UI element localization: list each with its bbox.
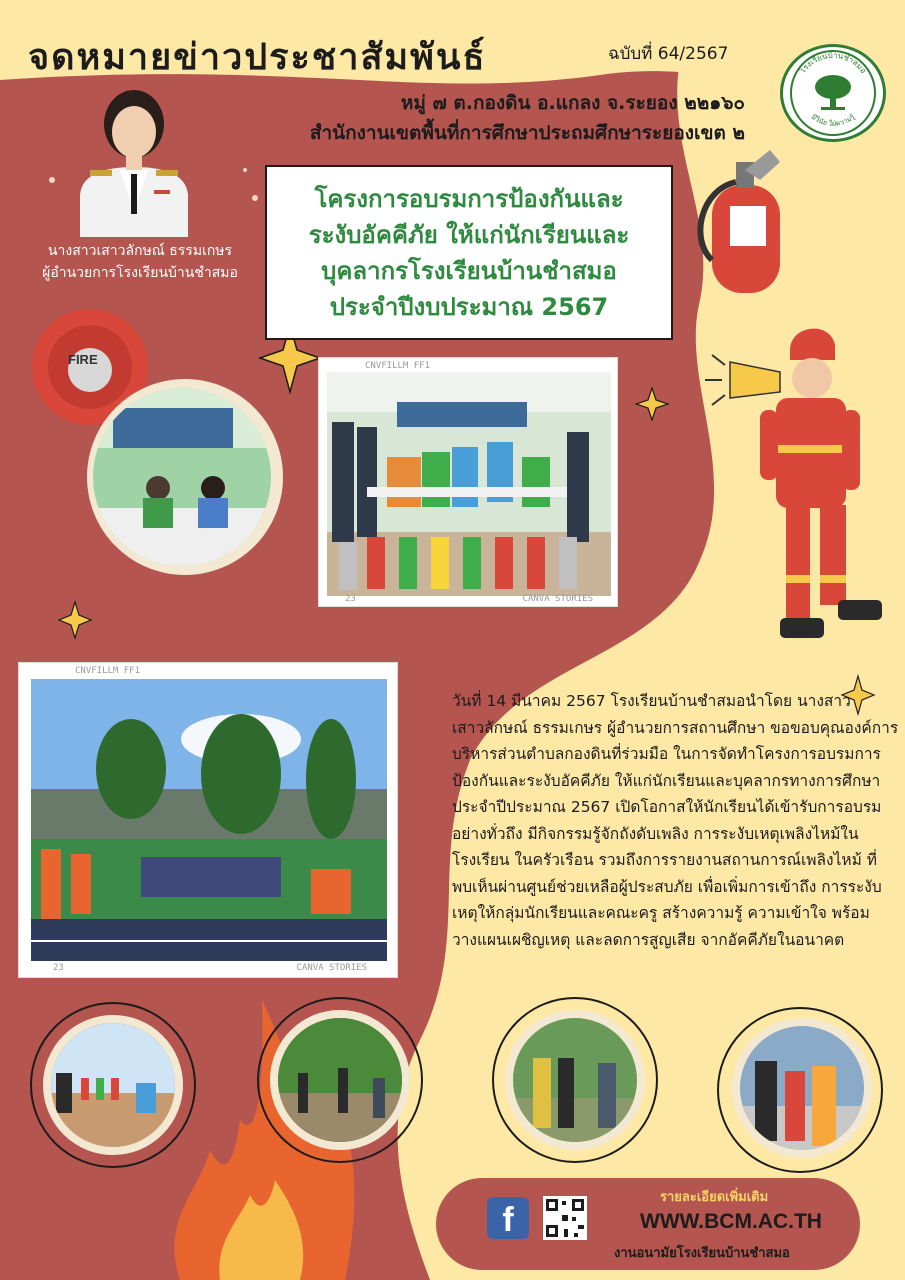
qr-code-icon[interactable]: [543, 1196, 587, 1240]
responsible-unit: งานอนามัยโรงเรียนบ้านชำสมอ: [614, 1246, 790, 1261]
sparkle-icon: [59, 602, 91, 638]
photo-group-training: [18, 662, 398, 978]
photo-signing-circle: [93, 388, 271, 566]
director-name: นางสาวเสาวลักษณ์ ธรรมเกษร: [47, 243, 233, 259]
director-caption: [20, 240, 260, 284]
photo-stories-tag: CANVA STORIES: [522, 594, 593, 604]
photo-brand-tag: CNVFILLM FF1: [75, 666, 141, 676]
photo-number-tag: 23: [345, 594, 356, 604]
sparkle-icon: [636, 388, 668, 420]
photo-rescue-demo: [732, 1018, 872, 1158]
project-title-line: บุคลากรโรงเรียนบ้านชำสมอ: [321, 257, 617, 285]
photo-brand-tag: CNVFILLM FF1: [365, 361, 431, 371]
photo-extinguisher-demo: [43, 1015, 183, 1155]
project-title-box: [265, 165, 673, 340]
photo-number-tag: 23: [53, 963, 64, 973]
photo-stories-tag: CANVA STORIES: [296, 963, 367, 973]
newsletter-title: จดหมายข่าวประชาสัมพันธ์: [28, 37, 487, 78]
dot: [243, 168, 247, 172]
website-link[interactable]: WWW.BCM.AC.TH: [640, 1210, 822, 1233]
education-office: สำนักงานเขตพื้นที่การศึกษาประถมศึกษาระยองเขต ๒: [309, 122, 745, 144]
facebook-icon[interactable]: f: [487, 1197, 529, 1239]
photo-firefighters-demo: [505, 1010, 645, 1150]
project-title-line: ประจำปีงบประมาณ 2567: [329, 293, 609, 321]
dot: [252, 195, 258, 201]
fire-alarm-label: FIRE: [68, 352, 98, 367]
school-address: หมู่ ๗ ต.กองดิน อ.แกลง จ.ระยอง ๒๒๑๖๐: [400, 92, 745, 114]
photo-outdoor-drill: [270, 1010, 410, 1150]
logo-bottom-text: มีวินัย ใฝ่ความรู้: [809, 112, 857, 128]
photo-handover: [318, 357, 618, 607]
dot: [49, 177, 55, 183]
director-portrait: [70, 82, 198, 237]
director-position: ผู้อำนวยการโรงเรียนบ้านชำสมอ: [42, 265, 238, 281]
logo-top-text: โรงเรียนบ้านชำสมอ: [797, 50, 869, 76]
project-title-line: โครงการอบรมการป้องกันและ: [314, 185, 624, 213]
issue-number: ฉบับที่ 64/2567: [608, 44, 729, 64]
more-info-label: รายละเอียดเพิ่มเติม: [660, 1190, 769, 1205]
project-title-line: ระงับอัคคีภัย ให้แก่นักเรียนและ: [308, 221, 630, 249]
school-logo: [780, 44, 886, 142]
article-body: วันที่ 14 มีนาคม 2567 โรงเรียนบ้านชำสมอนำโดย นางสาวเสาวลักษณ์ ธรรมเกษร ผู้อำนวยการสถานศึกษา ขอขอบคุณองค์การบริหารส่วนตำบลกองดินที่ร่วมมือ ในการจัดทำโครงการอบรมการป้องกันและระงับอัคคีภัย ให้แก่นักเรียนและบุคลากรทางการศึกษา ประจำปีประมาณ 2567 เปิดโอกาสให้นักเรียนได้เข้ารับการอบรมอย่างทั่วถึง มีกิจกรรมรู้จักถังดับเพลิง การระงับเหตุเพลิงไหม้ในโรงเรียน ในครัวเรือน รวมถึงการรายงานสถานการณ์เพลิงไหม้ ที่พบเห็นผ่านศูนย์ช่วยเหลือผู้ประสบภัย เพื่อเพิ่มการเข้าถึง การระงับเหตุให้กลุ่มนักเรียนและคณะครู สร้างความรู้ ความเข้าใจ พร้อมวางแผนเผชิญเหตุ และลดการสูญเสีย จากอัคคีภัยในอนาคต: [452, 692, 899, 949]
